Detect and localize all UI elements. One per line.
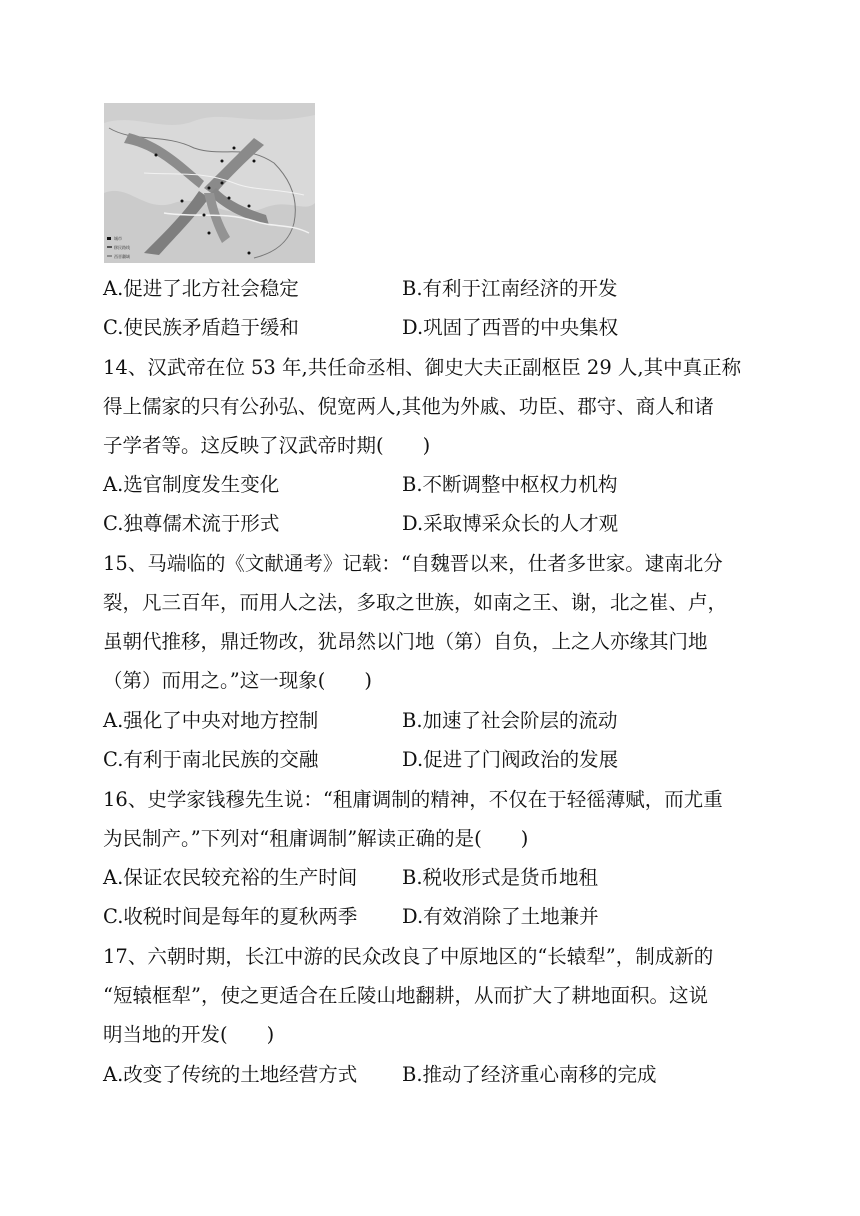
q17-stem-line-2: “短辕框犁”，使之更适合在丘陵山地翻耕，从而扩大了耕地面积。这说: [103, 984, 708, 1007]
q14-option-a: A.选官制度发生变化: [103, 473, 280, 496]
q15-stem-line-1: 15、马端临的《文献通考》记载：“自魏晋以来，仕者多世家。逮南北分: [103, 552, 723, 575]
q15-stem-line-4: （第）而用之。”这一现象( ): [103, 669, 372, 692]
q16-option-b: B.税收形式是货币地租: [402, 866, 599, 889]
migration-map-image: [104, 103, 315, 263]
q15-stem-line-2: 裂，凡三百年，而用人之法，多取之世族，如南之王、谢，北之崔、卢，: [103, 591, 728, 614]
q13-option-b: B.有利于江南经济的开发: [402, 277, 618, 300]
q17-stem-line-1: 17、六朝时期，长江中游的民众改良了中原地区的“长辕犁”，制成新的: [103, 945, 714, 968]
q13-option-c: C.使民族矛盾趋于缓和: [103, 316, 299, 339]
q15-option-c: C.有利于南北民族的交融: [103, 748, 319, 771]
q15-option-d: D.促进了门阀政治的发展: [402, 748, 619, 771]
q15-stem-line-3: 虽朝代推移，鼎迁物改，犹昂然以门地（第）自负，上之人亦缘其门地: [103, 630, 708, 653]
q14-option-b: B.不断调整中枢权力机构: [402, 473, 618, 496]
q16-option-a: A.保证农民较充裕的生产时间: [103, 866, 358, 889]
q15-option-a: A.强化了中央对地方控制: [103, 709, 319, 732]
q14-option-d: D.采取博采众长的人才观: [402, 512, 619, 535]
q14-stem-line-1: 14、汉武帝在位 53 年,共任命丞相、御史大夫正副枢臣 29 人,其中真正称: [103, 356, 742, 379]
q16-stem-line-2: 为民制产。”下列对“租庸调制”解读正确的是( ): [103, 827, 529, 850]
q16-option-c: C.收税时间是每年的夏秋两季: [103, 905, 358, 928]
q15-option-b: B.加速了社会阶层的流动: [402, 709, 618, 732]
legend-border: 西晋疆域: [114, 254, 130, 259]
q13-option-a: A.促进了北方社会稳定: [103, 277, 299, 300]
q14-stem-line-2: 得上儒家的只有公孙弘、倪宽两人,其他为外戚、功臣、郡守、商人和诸: [103, 395, 714, 418]
q17-option-b: B.推动了经济重心南移的完成: [402, 1063, 657, 1086]
q16-stem-line-1: 16、史学家钱穆先生说：“租庸调制的精神，不仅在于轻徭薄赋，而尤重: [103, 788, 723, 811]
q14-stem-line-3: 子学者等。这反映了汉武帝时期( ): [103, 434, 431, 457]
q13-option-d: D.巩固了西晋的中央集权: [402, 316, 619, 339]
legend-route: 移民路线: [114, 245, 130, 250]
q17-stem-line-3: 明当地的开发( ): [103, 1023, 275, 1046]
legend-city: 城市: [114, 236, 122, 241]
q17-option-a: A.改变了传统的土地经营方式: [103, 1063, 358, 1086]
q14-option-c: C.独尊儒术流于形式: [103, 512, 280, 535]
q16-option-d: D.有效消除了土地兼并: [402, 905, 599, 928]
